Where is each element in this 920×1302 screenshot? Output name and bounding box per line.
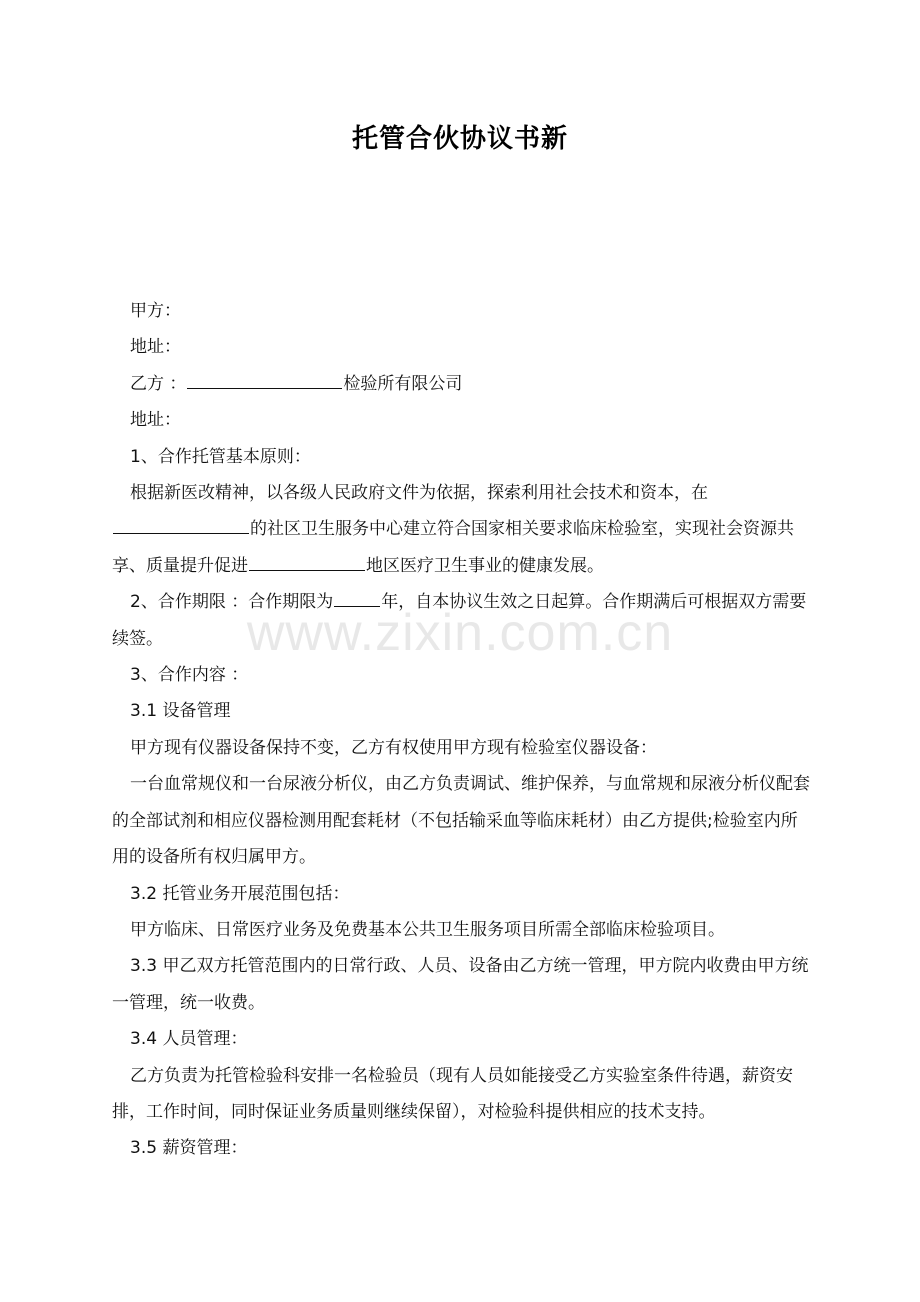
section-3-4-paragraph-1: 乙方负责为托管检验科安排一名检验员（现有人员如能接受乙方实验室条件待遇，薪资安排，工作时间，同时保证业务质量则继续保留），对检验科提供相应的技术支持。 [112,1065,793,1122]
section-3-1-paragraph-1: 甲方现有仪器设备保持不变，乙方有权使用甲方现有检验室仪器设备： [130,737,657,758]
location-blank[interactable] [113,515,249,534]
section-1-body [112,475,812,584]
section-1-body-b: 的社区卫生服务中心建立符合国家相关要求临床检验室，实现社会资源共享、质量提升促进 [112,519,794,576]
document-body [112,293,812,1167]
region-blank[interactable] [249,552,365,571]
section-3-2-paragraph-1: 甲方临床、日常医疗业务及免费基本公共卫生服务项目所需全部临床检验项目。 [130,919,725,940]
section-1-body-a: 根据新医改精神，以各级人民政府文件为依据，探索利用社会技术和资本，在 [130,483,708,504]
section-3-3: 3.3 甲乙双方托管范围内的日常行政、人员、设备由乙方统一管理，甲方院内收费由甲方统一管理，统一收费。 [112,956,809,1013]
party-b-prefix: 乙方 ： [130,373,187,394]
party-b-line [112,366,812,402]
section-2 [112,584,812,657]
term-years-blank[interactable] [334,588,380,607]
party-b-blank[interactable] [187,370,342,389]
section-2-a: 2、合作期限 ：合作期限为 [130,592,334,613]
document-title: 托管合伙协议书新 [351,124,568,154]
address-a-line: 地址： [130,337,181,358]
watermark: www.zixin.com.cn [246,604,674,662]
section-3-2-heading: 3.2 托管业务开展范围包括： [130,883,350,904]
party-b-suffix: 检验所有限公司 [343,373,463,394]
section-3-heading: 3、合作内容 ： [130,665,249,686]
address-b-line: 地址： [130,410,181,431]
section-1-heading: 1、合作托管基本原则： [130,446,311,467]
section-3-1-heading: 3.1 设备管理 [130,701,231,722]
section-3-5-heading: 3.5 薪资管理： [130,1138,248,1159]
section-3-1-paragraph-2: 一台血常规仪和一台尿液分析仪，由乙方负责调试、维护保养，与血常规和尿液分析仪配套的全部试剂和相应仪器检测用配套耗材（不包括输采血等临床耗材）由乙方提供;检验室内所用的设备所有权归属甲方。 [112,774,810,868]
party-a-line: 甲方： [130,301,181,321]
section-3-4-heading: 3.4 人员管理： [130,1029,248,1050]
section-2-b: 年，自本协议生效之日起算。合作期满后可根据双方需要续签。 [112,592,807,649]
section-1-body-c: 地区医疗卫生事业的健康发展。 [366,555,604,576]
